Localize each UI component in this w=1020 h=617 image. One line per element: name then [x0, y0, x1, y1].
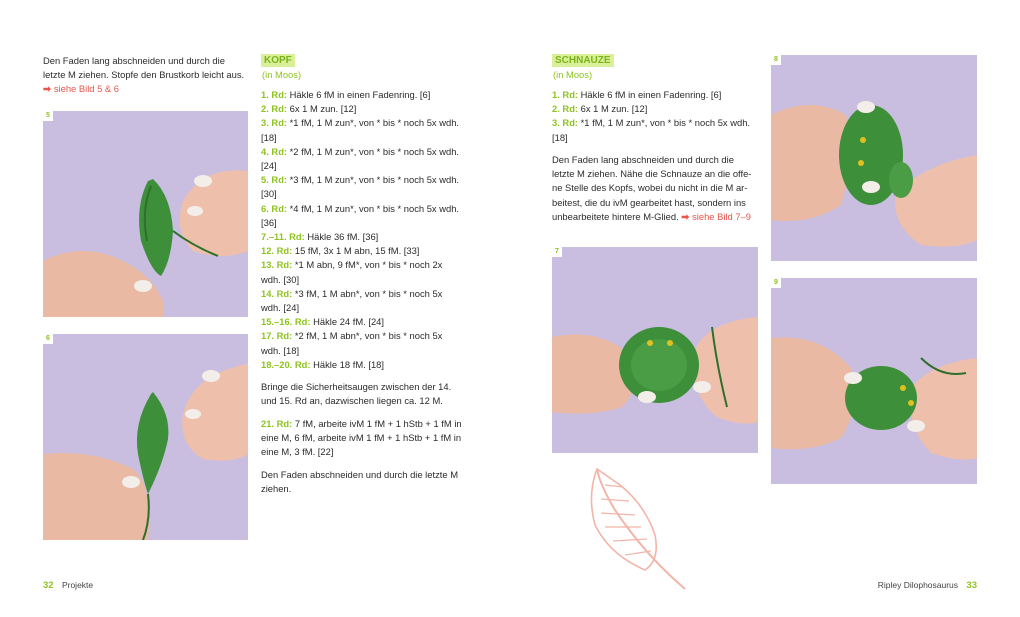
instruction-row — [261, 358, 491, 372]
row-label: 3. Rd: — [552, 117, 579, 129]
row-label: 2. Rd: — [552, 103, 579, 115]
picture-reference: siehe Bild 7–9 — [692, 210, 752, 222]
instruction-row — [261, 131, 491, 145]
row-label: 1. Rd: — [552, 89, 579, 100]
instruction-row — [552, 88, 762, 102]
row-text: *3 fM, 1 M zun*, von * bis * noch 5x wdh. — [289, 174, 460, 186]
row-label: 4. Rd: — [261, 145, 288, 157]
instruction-row — [261, 116, 491, 130]
row-text: *1 fM, 1 M zun*, von * bis * noch 5x wdh. — [580, 117, 751, 129]
row-text: 6x 1 M zun. [12] — [580, 103, 648, 115]
crochet-head-image — [771, 55, 977, 261]
row-text: *4 fM, 1 M zun*, von * bis * noch 5x wdh. — [289, 202, 460, 214]
instruction-row — [552, 116, 762, 130]
row-text: Häkle 36 fM. [36] — [307, 231, 379, 243]
row-text: Häkle 24 fM. [24] — [313, 316, 384, 328]
paragraph-line: Den Faden abschneiden und durch die letzte M — [261, 469, 459, 480]
row-label: 5. Rd: — [261, 174, 288, 186]
row-label: 3. Rd: — [261, 117, 288, 129]
row-label: 18.–20. Rd: — [261, 358, 311, 370]
instruction-row — [261, 244, 491, 258]
row-text: wdh. [24] — [261, 302, 300, 314]
row-text: [18] — [552, 131, 568, 143]
kopf-subheading: (in Moos) — [262, 69, 302, 80]
instruction-row — [552, 131, 762, 145]
intro-line: letzte M ziehen. Stopfe den Brustkorb leicht aus. — [43, 69, 245, 81]
photo-number: 5 — [43, 111, 53, 121]
row-text: Häkle 18 fM. [18] — [313, 358, 384, 370]
row-21-line: eine M, 6 fM, arbeite ivM 1 fM + 1 hStb + 1 fM in — [261, 432, 462, 444]
row-label: 21. Rd: — [261, 418, 293, 429]
photo-6 — [43, 334, 248, 540]
row-21-line: 21. Rd: 7 fM, arbeite ivM 1 fM + 1 hStb + 1 fM in — [261, 418, 462, 429]
intro-line: Den Faden lang abschneiden und durch die — [43, 55, 225, 66]
instruction-row — [261, 273, 491, 287]
instruction-row — [261, 159, 491, 173]
instruction-row — [261, 258, 491, 272]
row-label: 1. Rd: — [261, 89, 288, 100]
crochet-body-image — [43, 334, 248, 540]
row-label: 2. Rd: — [261, 103, 288, 115]
photo-8 — [771, 55, 977, 261]
row-text: Häkle 6 fM in einen Fadenring. [6] — [289, 89, 431, 100]
paragraph-line: Den Faden lang abschneiden und durch die — [552, 154, 734, 165]
row-label: 7.–11. Rd: — [261, 231, 305, 243]
row-label: 17. Rd: — [261, 330, 293, 342]
schnauze-instructions — [552, 88, 762, 145]
paragraph-line: letzte M ziehen. Nähe die Schnauze an die offe- — [552, 168, 752, 180]
row-label: 6. Rd: — [261, 202, 288, 214]
schnauze-paragraph — [552, 153, 751, 224]
row-label: 14. Rd: — [261, 287, 293, 299]
photo-7 — [552, 247, 758, 453]
row-text: [36] — [261, 216, 277, 228]
row-text: *1 M abn, 9 fM*, von * bis * noch 2x — [294, 259, 443, 271]
row-text: [30] — [261, 188, 277, 200]
paragraph-line: ne Stelle des Kopfs, wobei du nicht in die M ar- — [552, 182, 748, 194]
arrow-right-icon: ➡ — [681, 210, 690, 222]
footer-right — [878, 580, 977, 591]
instruction-row — [261, 216, 491, 230]
paragraph-line: ziehen. — [261, 483, 292, 495]
section-label: Projekte — [61, 580, 94, 590]
row-text: 6x 1 M zun. [12] — [289, 103, 357, 115]
row-text: [24] — [261, 160, 277, 172]
schnauze-heading: SCHNAUZE — [552, 54, 614, 67]
row-label: 15.–16. Rd: — [261, 316, 311, 328]
row-text: wdh. [30] — [261, 273, 300, 285]
row-text: *1 fM, 1 M zun*, von * bis * noch 5x wdh. — [289, 117, 460, 129]
instruction-row — [261, 301, 491, 315]
project-label: Ripley Dilophosaurus — [877, 580, 959, 590]
crochet-head-image — [552, 247, 758, 453]
row-text: wdh. [18] — [261, 344, 300, 356]
row-text: *3 fM, 1 M abn*, von * bis * noch 5x — [294, 287, 443, 299]
row-label: 12. Rd: — [261, 245, 293, 257]
intro-text — [43, 54, 244, 97]
row-21 — [261, 417, 462, 460]
crochet-body-image — [43, 111, 248, 317]
kopf-instructions — [261, 88, 491, 372]
photo-5 — [43, 111, 248, 317]
paragraph-line: beitest, die du ivM gearbeitet hast, sondern ins — [552, 196, 746, 208]
row-text: *2 fM, 1 M zun*, von * bis * noch 5x wdh. — [289, 145, 460, 157]
kopf-heading: KOPF — [261, 54, 295, 67]
instruction-row — [261, 315, 491, 329]
end-paragraph — [261, 468, 458, 496]
instruction-row — [261, 287, 491, 301]
instruction-row — [261, 88, 491, 102]
instruction-row — [261, 187, 491, 201]
page-number: 32 — [43, 580, 54, 591]
row-text: 15 fM, 3x 1 M abn, 15 fM. [33] — [294, 245, 420, 257]
photo-9 — [771, 278, 977, 484]
feather-decoration — [585, 465, 690, 593]
instruction-row — [261, 102, 491, 116]
photo-number: 6 — [43, 334, 53, 344]
instruction-row — [552, 102, 762, 116]
instruction-row — [261, 173, 491, 187]
paragraph-line: Bringe die Sicherheitsaugen zwischen der 14. — [261, 381, 452, 392]
crochet-head-image — [771, 278, 977, 484]
row-label: 13. Rd: — [261, 259, 293, 271]
photo-number: 7 — [552, 247, 562, 257]
row-text: [18] — [261, 131, 277, 143]
paragraph-line: und 15. Rd an, dazwischen liegen ca. 12 M. — [261, 395, 443, 407]
row-21-line: eine M, 3 fM. [22] — [261, 446, 334, 458]
photo-number: 9 — [771, 278, 781, 288]
paragraph-line: unbearbeitete hintere M-Glied. ➡ siehe Bild 7–9 — [552, 210, 751, 224]
page-number: 33 — [966, 580, 977, 591]
arrow-right-icon: ➡ — [43, 83, 51, 95]
row-text: Häkle 6 fM in einen Fadenring. [6] — [580, 89, 722, 100]
instruction-row — [261, 329, 491, 343]
footer-left — [43, 580, 93, 591]
row-text: *2 fM, 1 M abn*, von * bis * noch 5x — [294, 330, 443, 342]
instruction-row — [261, 344, 491, 358]
schnauze-subheading: (in Moos) — [553, 69, 593, 80]
eyes-paragraph — [261, 380, 451, 408]
instruction-row — [261, 202, 491, 216]
instruction-row — [261, 230, 491, 244]
photo-number: 8 — [771, 55, 781, 65]
picture-reference: ➡ siehe Bild 5 & 6 — [43, 82, 244, 96]
instruction-row — [261, 145, 491, 159]
